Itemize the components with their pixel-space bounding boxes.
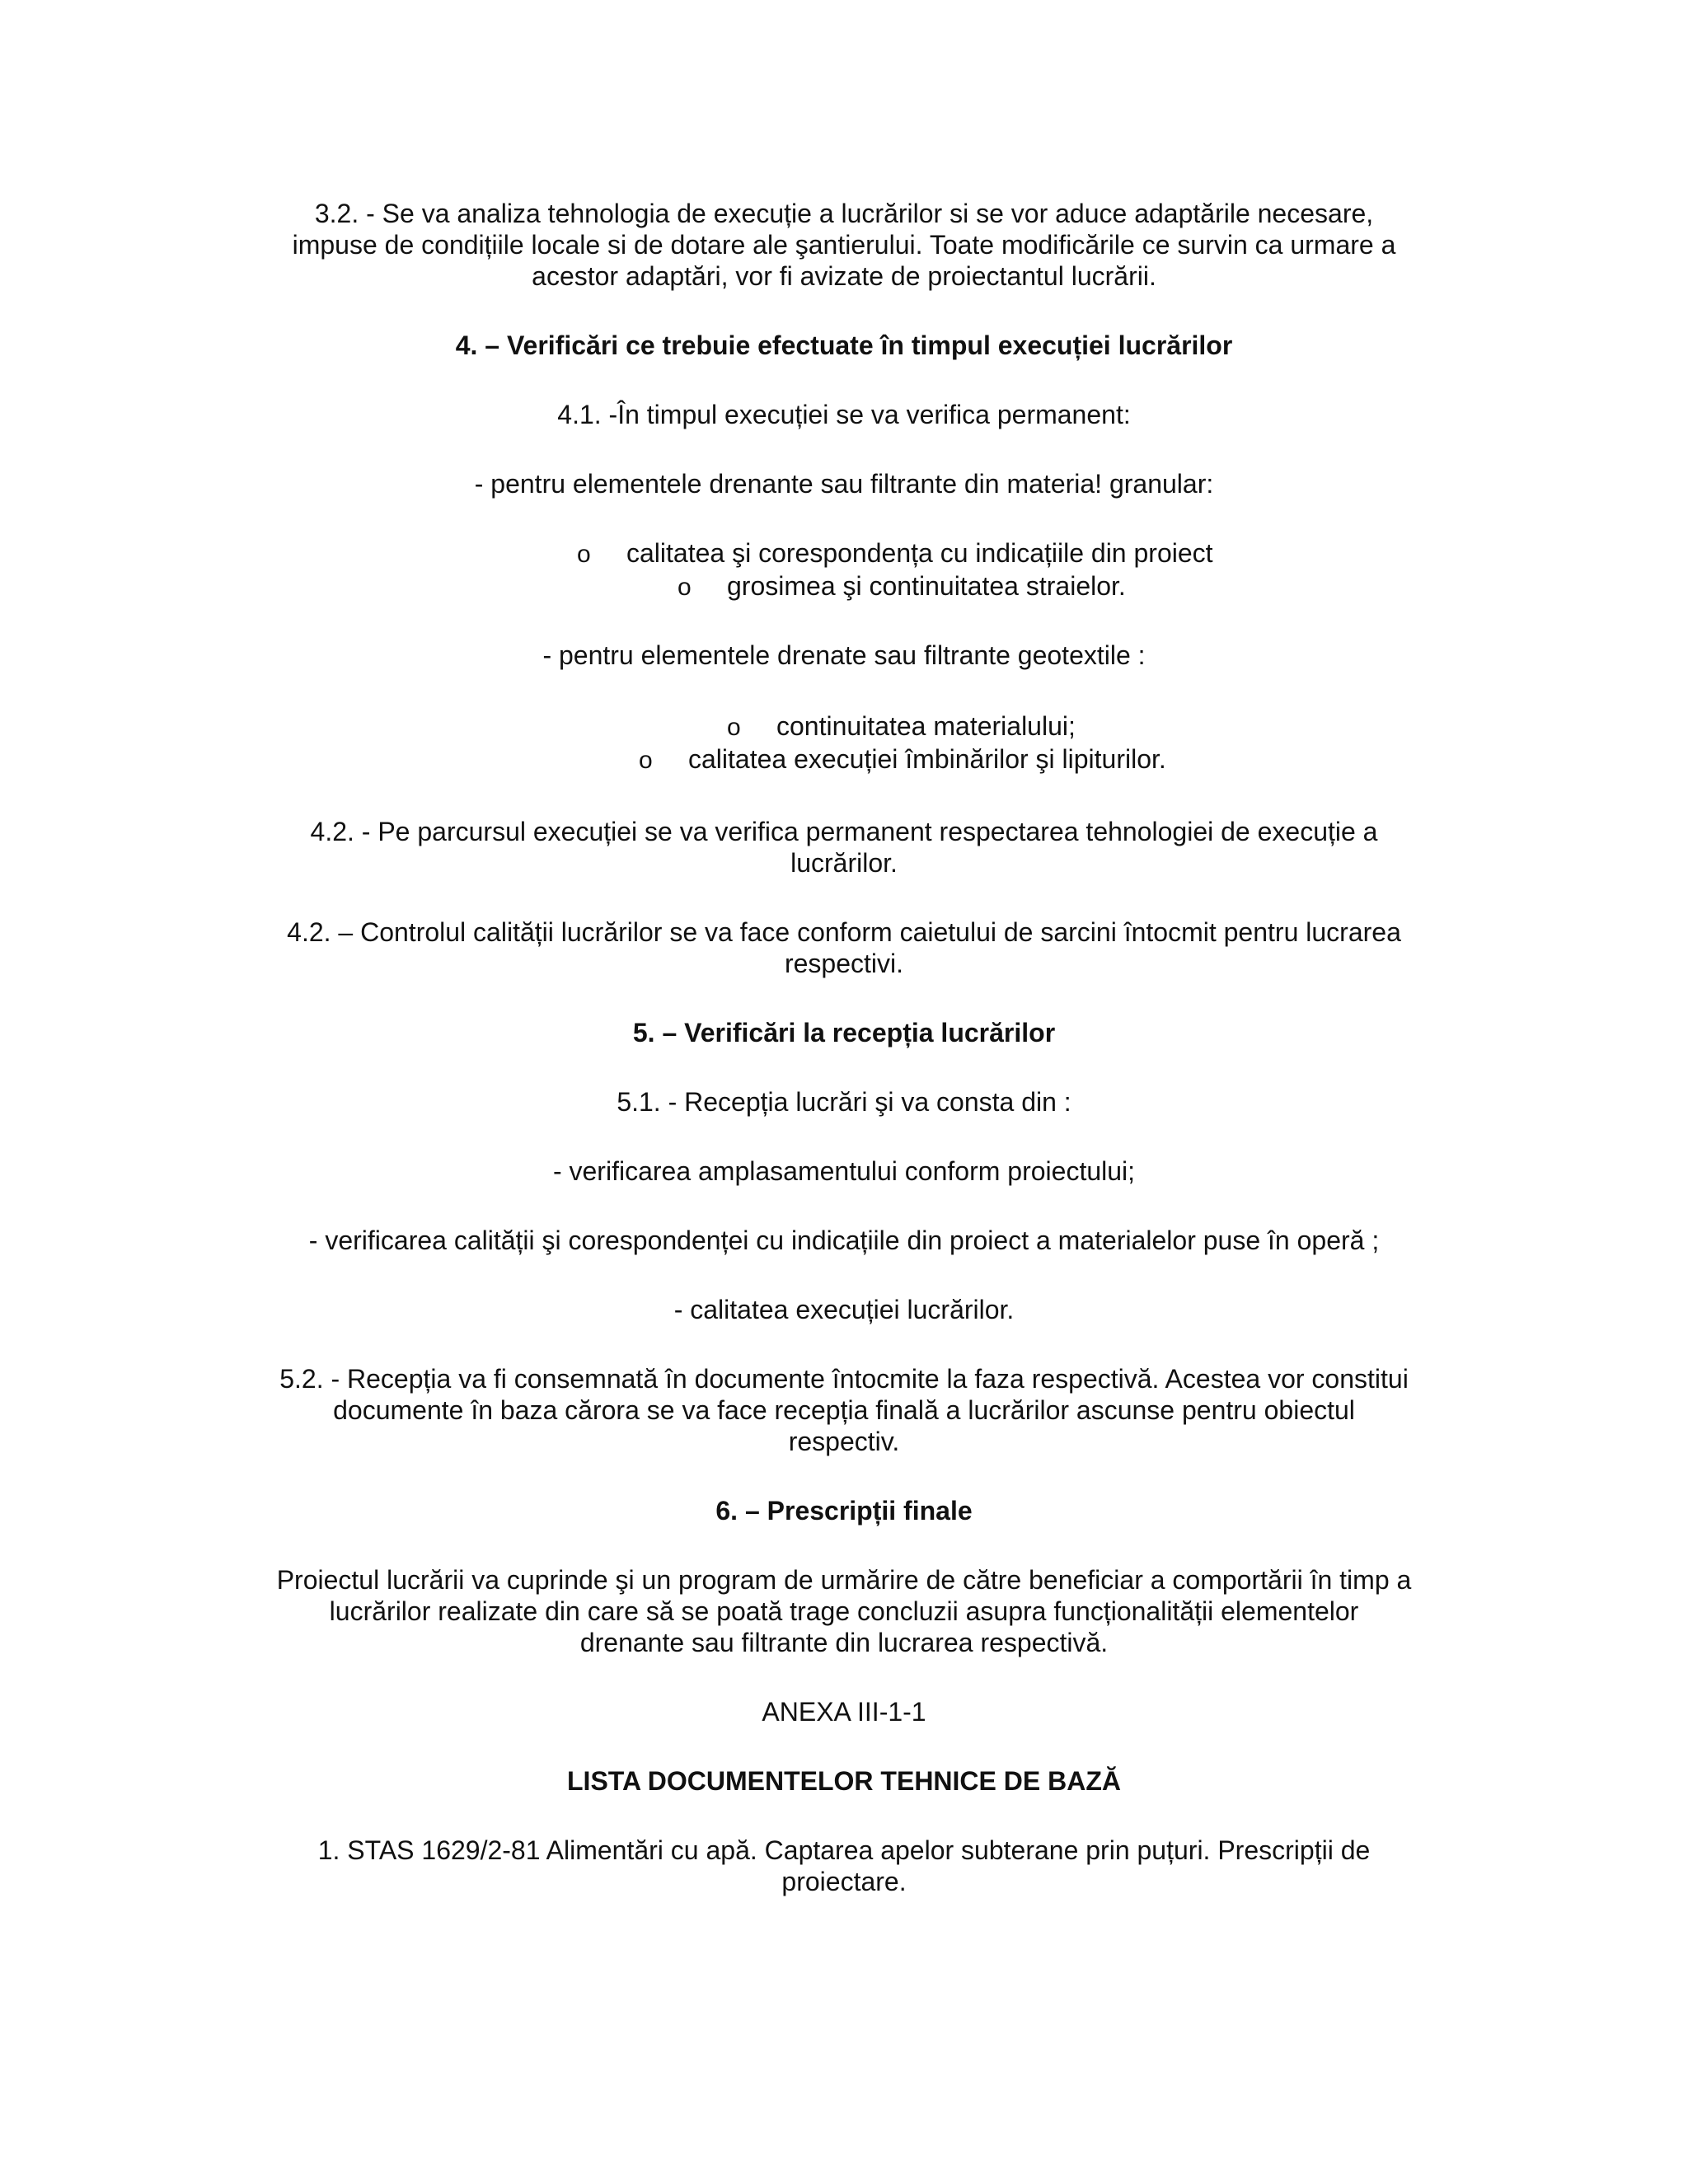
bullet-text: calitatea şi corespondența cu indicațiile din proiect — [626, 538, 1213, 568]
item-4-1: 4.1. -În timpul execuției se va verifica permanent: — [557, 400, 1131, 429]
bullet-list-item — [577, 537, 1213, 570]
item-5-2-line-2: documente în baza cărora se va face recepția finală a lucrărilor ascunse pentru obiectul — [333, 1395, 1355, 1425]
check-item: - calitatea execuției lucrărilor. — [673, 1295, 1015, 1324]
bullet-icon: o — [577, 541, 591, 568]
section-3-2-line-2: impuse de condițiile locale si de dotare ale şantierului. Toate modificările ce survin ca urmare a — [292, 230, 1396, 260]
bullet-list-item — [639, 743, 1166, 776]
bullet-list-item — [727, 710, 1076, 743]
section-6-para-line-3: drenante sau filtrante din lucrarea respectivă. — [579, 1628, 1109, 1657]
annex-title: LISTA DOCUMENTELOR TEHNICE DE BAZĂ — [567, 1766, 1121, 1796]
bullet-text: calitatea execuției îmbinărilor şi lipiturilor. — [688, 744, 1166, 774]
item-4-2a-line-2: lucrărilor. — [790, 848, 898, 878]
item-5-1: 5.1. - Recepția lucrări şi va consta din : — [617, 1087, 1071, 1117]
bullet-icon: o — [678, 574, 692, 601]
item-5-2-line-1: 5.2. - Recepția va fi consemnată în documente întocmite la faza respectivă. Acestea vor constitui — [279, 1364, 1409, 1394]
check-item: - verificarea calității şi corespondenței cu indicațiile din proiect a materialelor puse în operă ; — [308, 1226, 1380, 1255]
annex-item-1-line-2: proiectare. — [781, 1867, 907, 1896]
item-5-2-line-3: respectiv. — [788, 1427, 900, 1456]
bullet-text: continuitatea materialului; — [776, 711, 1076, 741]
bullet-icon: o — [639, 747, 653, 774]
section-6-heading: 6. – Prescripții finale — [715, 1496, 973, 1526]
bullet-text: grosimea şi continuitatea straielor. — [727, 571, 1126, 601]
section-5-heading: 5. – Verificări la recepția lucrărilor — [632, 1018, 1056, 1047]
item-4-2b-line-2: respectivi. — [784, 949, 904, 978]
item-4-2a-line-1: 4.2. - Pe parcursul execuției se va verifica permanent respectarea tehnologiei de execuție a — [310, 817, 1378, 846]
bullet-list-item — [678, 570, 1126, 603]
annex-item-1-line-1: 1. STAS 1629/2-81 Alimentări cu apă. Captarea apelor subterane prin puțuri. Prescripții de — [317, 1835, 1371, 1865]
section-6-para-line-2: lucrărilor realizate din care să se poată trage concluzii asupra funcționalității elementelor — [329, 1596, 1359, 1626]
granular-intro: - pentru elementele drenante sau filtrante din materia! granular: — [474, 469, 1214, 499]
item-4-2b-line-1: 4.2. – Controlul calității lucrărilor se va face conform caietului de sarcini întocmit pentru lucrarea — [287, 917, 1401, 947]
bullet-icon: o — [727, 714, 741, 741]
section-4-heading: 4. – Verificări ce trebuie efectuate în timpul execuției lucrărilor — [455, 330, 1233, 360]
check-item: - verificarea amplasamentului conform proiectului; — [552, 1156, 1136, 1186]
section-3-2-line-1: 3.2. - Se va analiza tehnologia de execuție a lucrărilor si se vor aduce adaptările necesare, — [314, 199, 1374, 228]
section-6-para-line-1: Proiectul lucrării va cuprinde şi un program de urmărire de către beneficiar a comportării în timp a — [276, 1565, 1412, 1595]
geotextile-intro: - pentru elementele drenate sau filtrante geotextile : — [542, 640, 1146, 670]
annex-label: ANEXA III-1-1 — [762, 1697, 926, 1727]
section-3-2-line-3: acestor adaptări, vor fi avizate de proiectantul lucrării. — [532, 261, 1156, 291]
